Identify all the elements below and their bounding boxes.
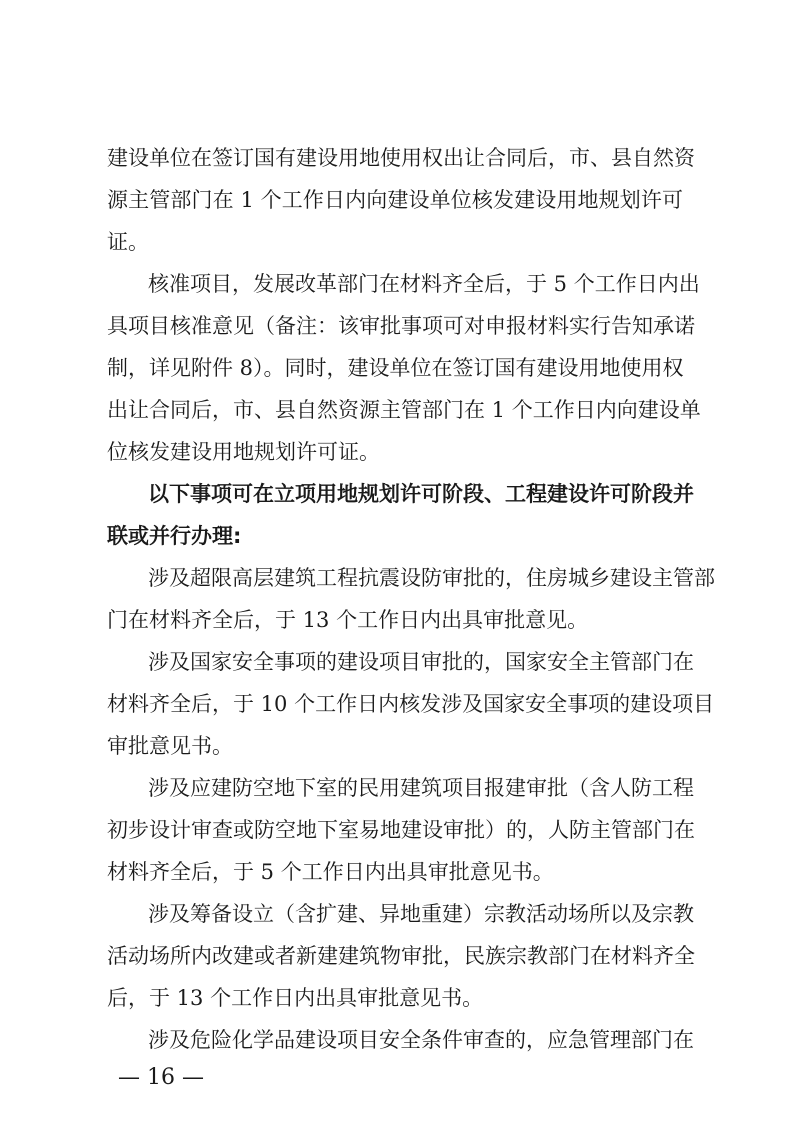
text-line: 涉及应建防空地下室的民用建筑项目报建审批（含人防工程 [148,776,694,800]
text-line: 材料齐全后，于 5 个工作日内出具审批意见书。 [107,860,554,884]
section-heading-line: 以下事项可在立项用地规划许可阶段、工程建设许可阶段并 [148,482,694,506]
text-line: 证。 [107,230,149,254]
text-line: 出让合同后，市、县自然资源主管部门在 1 个工作日内向建设单 [107,398,701,422]
text-line: 涉及筹备设立（含扩建、异地重建）宗教活动场所以及宗教 [148,902,694,926]
text-line: 后，于 13 个工作日内出具审批意见书。 [107,986,484,1010]
text-line: 涉及国家安全事项的建设项目审批的，国家安全主管部门在 [148,650,694,674]
text-line: 核准项目，发展改革部门在材料齐全后，于 5 个工作日内出 [148,272,700,296]
text-line: 制，详见附件 8）。同时，建设单位在签订国有建设用地使用权 [107,356,684,380]
text-line: 涉及超限高层建筑工程抗震设防审批的，住房城乡建设主管部 [148,566,715,590]
text-line: 涉及危险化学品建设项目安全条件审查的，应急管理部门在 [148,1028,694,1052]
text-line: 门在材料齐全后，于 13 个工作日内出具审批意见。 [107,608,589,632]
text-line: 活动场所内改建或者新建建筑物审批，民族宗教部门在材料齐全 [107,944,695,968]
text-line: 建设单位在签订国有建设用地使用权出让合同后，市、县自然资 [107,146,695,170]
text-line: 位核发建设用地规划许可证。 [107,440,380,464]
text-line: 初步设计审查或防空地下室易地建设审批）的，人防主管部门在 [107,818,695,842]
text-line: 材料齐全后，于 10 个工作日内核发涉及国家安全事项的建设项目 [107,692,715,716]
section-heading-line: 联或并行办理: [107,524,242,548]
text-line: 具项目核准意见（备注：该审批事项可对申报材料实行告知承诺 [107,314,695,338]
page-number: — 16 — [118,1065,204,1090]
text-line: 审批意见书。 [107,734,233,758]
text-line: 源主管部门在 1 个工作日内向建设单位核发建设用地规划许可 [107,188,683,212]
